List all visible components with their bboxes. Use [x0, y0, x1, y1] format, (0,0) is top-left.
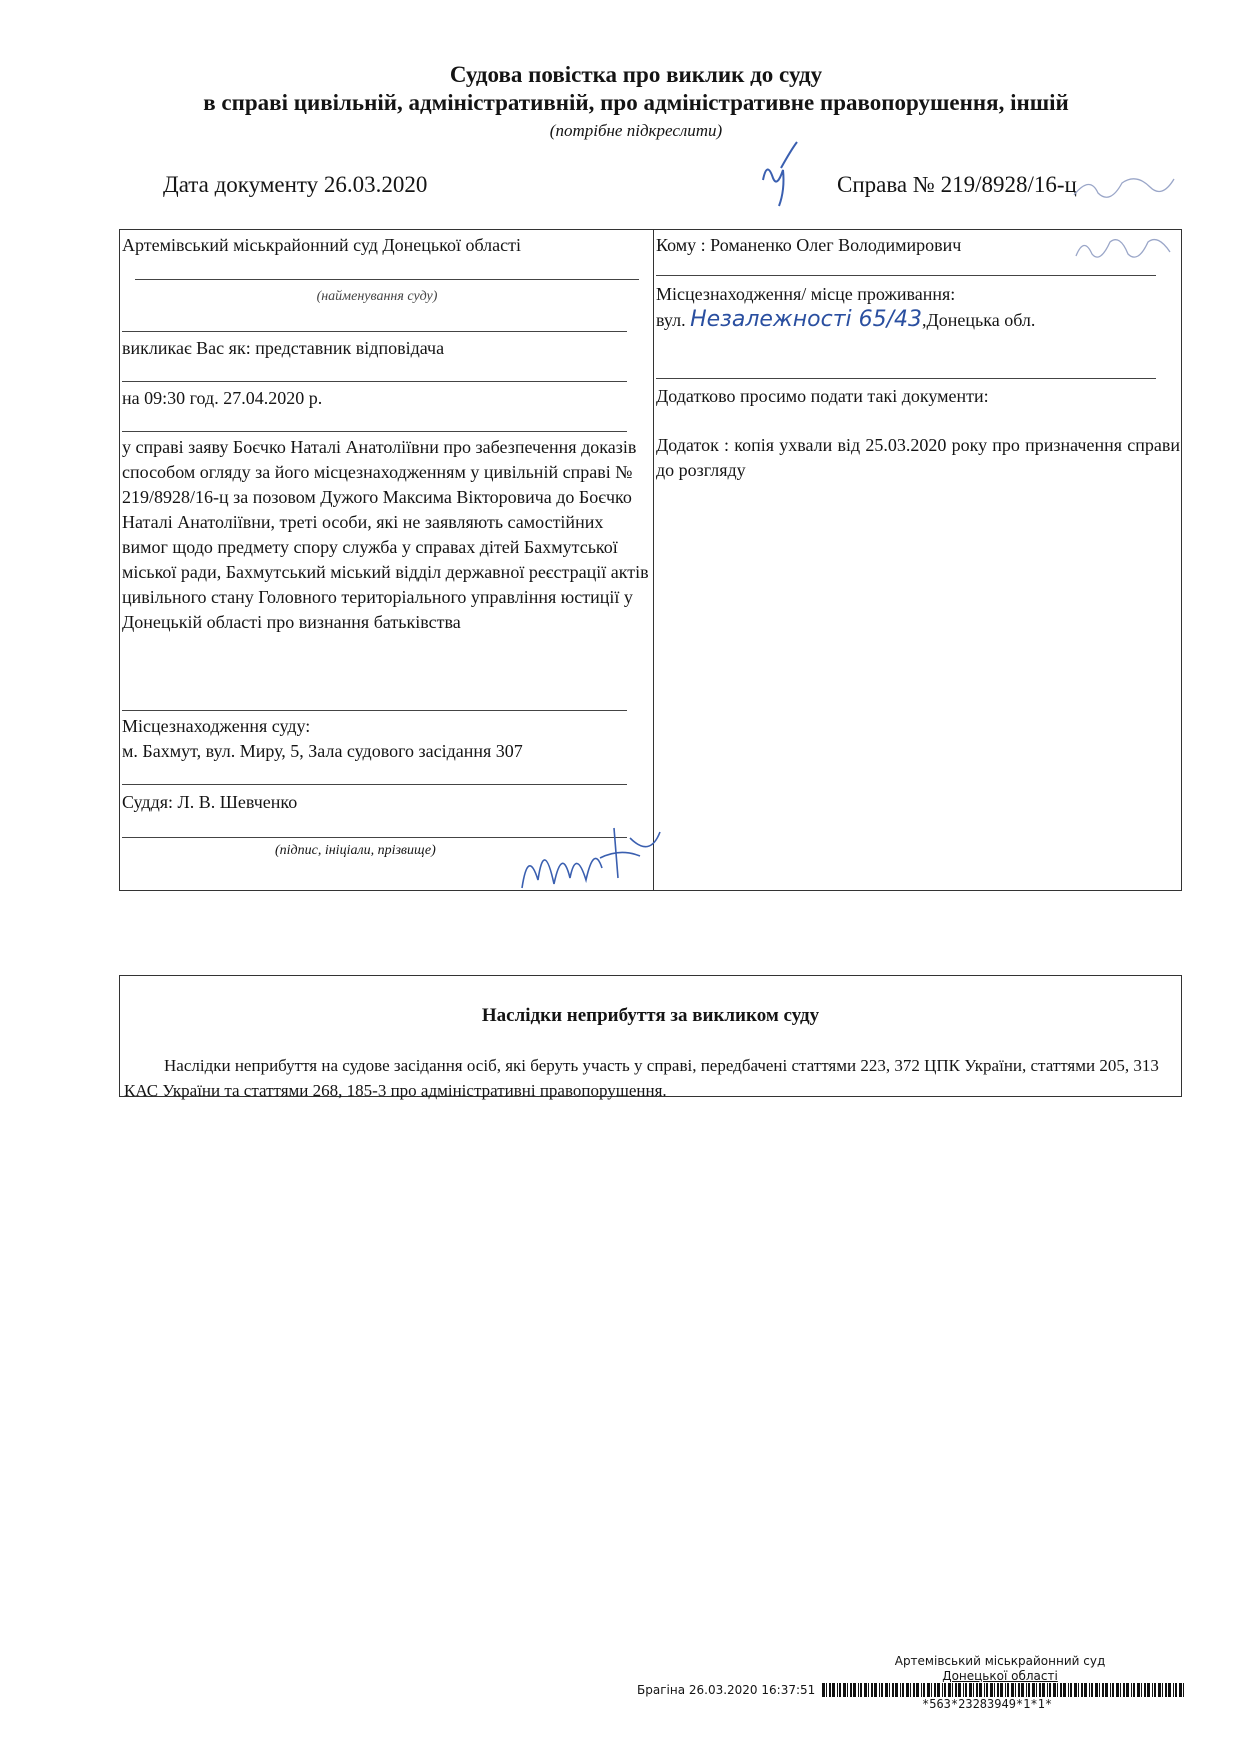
title-note: (потрібне підкреслити) — [549, 121, 723, 140]
barcode-icon — [822, 1683, 1186, 1697]
stamp-region: Донецької області — [942, 1669, 1058, 1683]
address-suffix: ,Донецька обл. — [922, 310, 1036, 330]
barcode-bar — [942, 1683, 943, 1697]
barcode-bar — [850, 1683, 852, 1697]
case-number: Справа № 219/8928/16-ц — [837, 172, 1077, 197]
barcode-bar — [822, 1683, 825, 1697]
barcode-bar — [868, 1683, 869, 1697]
barcode-bar — [1165, 1683, 1167, 1697]
barcode-bar — [934, 1683, 936, 1697]
barcode-bar — [1173, 1683, 1174, 1697]
barcode-bar — [1068, 1683, 1069, 1697]
barcode-bar — [864, 1683, 867, 1697]
barcode-bar — [1152, 1683, 1153, 1697]
barcode-bar — [843, 1683, 846, 1697]
barcode-bar — [1005, 1683, 1006, 1697]
barcode-bar — [921, 1683, 922, 1697]
divider — [656, 275, 1156, 276]
handwritten-scribble-icon — [1070, 165, 1180, 210]
barcode-bar — [948, 1683, 951, 1697]
barcode-bar — [1039, 1683, 1041, 1697]
barcode-bar — [1168, 1683, 1171, 1697]
stamp-meta: Брагіна 26.03.2020 16:37:51 — [637, 1683, 816, 1697]
barcode-bar — [1042, 1683, 1045, 1697]
barcode-bar — [1081, 1683, 1083, 1697]
barcode-bar — [1137, 1683, 1140, 1697]
barcode-bar — [871, 1683, 873, 1697]
barcode-bar — [965, 1683, 967, 1697]
barcode-bar — [885, 1683, 888, 1697]
handwritten-initials-icon — [755, 140, 815, 210]
barcode-bar — [1026, 1683, 1027, 1697]
document-title: Судова повістка про виклик до суду — [449, 62, 823, 87]
barcode-bar — [1047, 1683, 1048, 1697]
barcode-bar — [1158, 1683, 1161, 1697]
barcode-bar — [874, 1683, 877, 1697]
barcode-bar — [1112, 1683, 1114, 1697]
barcode-bar — [1000, 1683, 1003, 1697]
barcode-bar — [944, 1683, 946, 1697]
barcode-bar — [1089, 1683, 1090, 1697]
court-location-value: м. Бахмут, вул. Миру, 5, Зала судового засідання 307 — [122, 741, 523, 761]
barcode-bar — [1032, 1683, 1035, 1697]
barcode-bar — [923, 1683, 925, 1697]
divider — [122, 710, 627, 711]
barcode-bar — [847, 1683, 848, 1697]
divider — [656, 378, 1156, 379]
barcode-bar — [1126, 1683, 1129, 1697]
barcode-bar — [837, 1683, 838, 1697]
barcode-bar — [892, 1683, 894, 1697]
barcode-bar — [931, 1683, 932, 1697]
barcode-bar — [1154, 1683, 1156, 1697]
barcode-bar — [1116, 1683, 1119, 1697]
address-label: Місцезнаходження/ місце проживання: — [656, 284, 956, 304]
barcode-bar — [1063, 1683, 1066, 1697]
divider — [122, 431, 627, 432]
barcode-bar — [1123, 1683, 1125, 1697]
address-prefix: вул. — [656, 310, 686, 330]
barcode-bar — [990, 1683, 993, 1697]
barcode-bar — [1057, 1683, 1058, 1697]
barcode-bar — [853, 1683, 856, 1697]
consequences-text: Наслідки неприбуття на судове засідання осіб, які беруть участь у справі, передбачені статтями 223, 372 ЦПК України, статтями 205, 313 КАС України та статтями 268, 185-3 про адміністративні правопорушення. — [124, 1056, 1159, 1100]
barcode-bar — [902, 1683, 904, 1697]
barcode-bar — [1007, 1683, 1009, 1697]
barcode-bar — [1141, 1683, 1142, 1697]
attachment-text: Додаток : копія ухвали від 25.03.2020 року про призначення справи до розгляду — [656, 435, 1180, 480]
barcode-bar — [1175, 1683, 1177, 1697]
barcode-bar — [1036, 1683, 1037, 1697]
barcode-bar — [1105, 1683, 1108, 1697]
barcode-bar — [1131, 1683, 1132, 1697]
barcode-bar — [958, 1683, 961, 1697]
barcode-bar — [976, 1683, 978, 1697]
signature-caption: (підпис, ініціали, прізвище) — [275, 843, 436, 858]
barcode-bar — [986, 1683, 988, 1697]
barcode-bar — [860, 1683, 862, 1697]
barcode-bar — [916, 1683, 919, 1697]
barcode-bar — [994, 1683, 995, 1697]
document-subtitle: в справі цивільній, адміністративній, про адміністративне правопорушення, іншій — [203, 90, 1069, 115]
court-location-label: Місцезнаходження суду: — [122, 716, 311, 736]
barcode-bar — [973, 1683, 974, 1697]
barcode-bar — [1078, 1683, 1079, 1697]
barcode-bar — [1053, 1683, 1056, 1697]
barcode-bar — [1015, 1683, 1016, 1697]
stamp-court: Артемівський міськрайонний суд — [894, 1654, 1106, 1668]
barcode-bar — [839, 1683, 841, 1697]
barcode-bar — [1049, 1683, 1051, 1697]
barcode-bar — [1120, 1683, 1121, 1697]
barcode-bar — [969, 1683, 972, 1697]
barcode-bar — [1091, 1683, 1093, 1697]
extra-documents-label: Додатково просимо подати такі документи: — [656, 386, 989, 406]
barcode-bar — [1179, 1683, 1182, 1697]
barcode-bar — [829, 1683, 831, 1697]
barcode-bar — [1147, 1683, 1150, 1697]
hearing-time: на 09:30 год. 27.04.2020 р. — [122, 388, 323, 408]
barcode-bar — [1102, 1683, 1104, 1697]
barcode-bar — [906, 1683, 909, 1697]
barcode-bar — [997, 1683, 999, 1697]
summoned-as: викликає Вас як: представник відповідача — [122, 338, 445, 358]
barcode-bar — [952, 1683, 953, 1697]
barcode-bar — [910, 1683, 911, 1697]
court-name: Артемівський міськрайонний суд Донецької області — [122, 235, 521, 255]
barcode-bar — [963, 1683, 964, 1697]
barcode-bar — [1021, 1683, 1024, 1697]
barcode-bar — [889, 1683, 890, 1697]
barcode-bar — [900, 1683, 901, 1697]
judge-name: Суддя: Л. В. Шевченко — [122, 792, 298, 812]
barcode-text: *563*23283949*1*1* — [922, 1697, 1053, 1711]
barcode-bar — [1070, 1683, 1072, 1697]
barcode-bar — [1011, 1683, 1014, 1697]
barcode-bar — [1099, 1683, 1100, 1697]
barcode-bar — [832, 1683, 835, 1697]
divider — [122, 381, 627, 382]
barcode-bar — [955, 1683, 957, 1697]
barcode-bar — [1162, 1683, 1163, 1697]
barcode-bar — [1028, 1683, 1030, 1697]
case-description: у справі заяву Боєчко Наталі Анатоліївни про забезпечення доказів способом огляду за його місцезнаходженням у цивільній справі № 219/8928/16-ц за позовом Дужого Максима Вікторовича до Боєчко Наталі Анатоліївни, треті особи, які не заявляють самостійних вимог щодо предмету спору служба у справах дітей Бахмутської міської ради, Бахмутський міський відділ державної реєстрації актів цивільного стану Головного територіального управління юстиції у Донецькій області про визнання батьківства — [122, 437, 649, 632]
consequences-title: Наслідки неприбуття за викликом суду — [481, 1005, 820, 1026]
barcode-bar — [1018, 1683, 1020, 1697]
signature-icon — [510, 818, 670, 898]
barcode-bar — [979, 1683, 982, 1697]
barcode-bar — [937, 1683, 940, 1697]
handwritten-address: Незалежності 65/43 — [690, 307, 923, 332]
address-line — [656, 307, 1035, 333]
divider — [122, 331, 627, 332]
document-date: Дата документу 26.03.2020 — [163, 172, 428, 197]
barcode-bar — [826, 1683, 827, 1697]
barcode-bar — [858, 1683, 859, 1697]
barcode-bar — [927, 1683, 930, 1697]
barcode-bar — [1095, 1683, 1098, 1697]
recipient-name: Кому : Романенко Олег Володимирович — [656, 235, 962, 255]
barcode-bar — [895, 1683, 898, 1697]
column-divider — [653, 229, 654, 891]
court-name-caption: (найменування суду) — [316, 289, 438, 304]
barcode-bar — [1084, 1683, 1087, 1697]
barcode-bar — [913, 1683, 915, 1697]
barcode-bar — [881, 1683, 883, 1697]
barcode-bar — [1074, 1683, 1077, 1697]
barcode-bar — [879, 1683, 880, 1697]
divider — [122, 784, 627, 785]
divider — [135, 279, 639, 280]
barcode-bar — [1183, 1683, 1184, 1697]
barcode-bar — [1110, 1683, 1111, 1697]
barcode-bar — [1060, 1683, 1062, 1697]
barcode-bar — [984, 1683, 985, 1697]
barcode-bar — [1144, 1683, 1146, 1697]
barcode-bar — [1133, 1683, 1135, 1697]
